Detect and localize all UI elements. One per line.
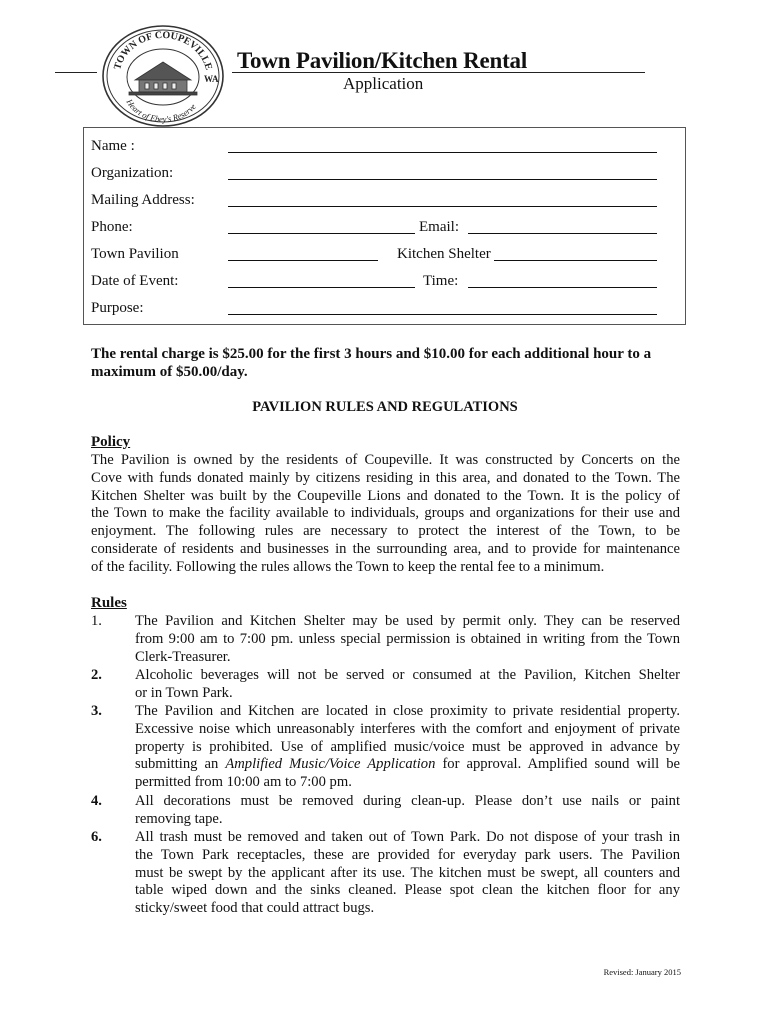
amplified-application-title: Amplified Music/Voice Application bbox=[225, 756, 436, 773]
rules-title: Rules bbox=[91, 595, 127, 611]
email-label: Email: bbox=[419, 219, 459, 235]
purpose-field[interactable] bbox=[228, 314, 657, 315]
rental-charge-note: The rental charge is $25.00 for the first 3 hours and $10.00 for each additional hour to a maximum of $50.00/day. bbox=[91, 346, 652, 380]
rule-3: The Pavilion and Kitchen are located in close proximity to private residential property. Excessive noise which unreasonably interferes with the comfort and enjoyment of private property is prohibited. Use of amplified music/voice must be approved in advance by submitting an Amplified Music/Voice Application for approval. Amplified sound will be permitted from 10:00 am to 7:00 pm. bbox=[135, 703, 680, 791]
kitchen-shelter-label: Kitchen Shelter bbox=[397, 246, 491, 262]
seal-building-icon bbox=[129, 62, 197, 95]
seal-bottom-text: Heart of Ebey's Reserve bbox=[124, 97, 198, 125]
application-form bbox=[83, 127, 686, 325]
rule-1-number: 1. bbox=[91, 613, 102, 629]
rules-heading: PAVILION RULES AND REGULATIONS bbox=[252, 399, 518, 415]
header-rule-left bbox=[55, 72, 97, 73]
organization-label: Organization: bbox=[91, 165, 174, 181]
mailing-address-field[interactable] bbox=[228, 206, 657, 207]
town-pavilion-field[interactable] bbox=[228, 260, 378, 261]
page-subtitle: Application bbox=[343, 74, 424, 93]
date-of-event-label: Date of Event: bbox=[91, 273, 179, 289]
policy-paragraph: The Pavilion is owned by the residents of Coupeville. It was constructed by Concerts on the Cove with funds donated mainly by citizens residing in this area, and donated to the Town. The Kitchen Shelter was built by the Coupeville Lions and donated to the Town. It is the policy of the Town to make the facility available to individuals, groups and organizations for their use and enjoyment. The following rules are necessary to protect the interest of the Town, to be considerate of residents and businesses in the surrounding area, and to provide for maintenance of the facility. Following the rules allows the Town to keep the rental fee to a minimum. bbox=[91, 452, 680, 575]
seal-state-text: WA bbox=[204, 74, 219, 84]
revised-date: Revised: January 2015 bbox=[603, 967, 681, 977]
time-label: Time: bbox=[423, 273, 459, 289]
name-label: Name : bbox=[91, 138, 135, 154]
time-field[interactable] bbox=[468, 287, 657, 288]
rule-6: All trash must be removed and taken out of Town Park. Do not dispose of your trash in the Town Park receptacles, these are provided for everyday park users. The Pavilion must be swept by the applicant after its use. The kitchen must be swept, all counters and table wiped down and the sinks cleaned. Please spot clean the kitchen floor for any sticky/sweet food that could attract bugs. bbox=[135, 829, 680, 917]
phone-field[interactable] bbox=[228, 233, 415, 234]
rule-3-number: 3. bbox=[91, 703, 102, 719]
rule-4-number: 4. bbox=[91, 793, 102, 809]
email-field[interactable] bbox=[468, 233, 657, 234]
town-seal bbox=[99, 22, 227, 128]
mailing-address-label: Mailing Address: bbox=[91, 192, 195, 208]
rule-2: Alcoholic beverages will not be served or consumed at the Pavilion, Kitchen Shelter or in Town Park. bbox=[135, 667, 680, 701]
kitchen-shelter-field[interactable] bbox=[494, 260, 657, 261]
date-of-event-field[interactable] bbox=[228, 287, 415, 288]
organization-field[interactable] bbox=[228, 179, 657, 180]
seal-top-text: TOWN OF COUPEVILLE bbox=[112, 29, 214, 72]
rule-1: The Pavilion and Kitchen Shelter may be used by permit only. They can be reserved from 9:00 am to 7:00 pm. unless special permission is obtained in writing from the Town Clerk-Treasurer. bbox=[135, 613, 680, 665]
purpose-label: Purpose: bbox=[91, 300, 144, 316]
name-field[interactable] bbox=[228, 152, 657, 153]
rule-6-number: 6. bbox=[91, 829, 102, 845]
rule-2-number: 2. bbox=[91, 667, 102, 683]
page-title: Town Pavilion/Kitchen Rental bbox=[237, 48, 528, 73]
phone-label: Phone: bbox=[91, 219, 133, 235]
policy-title: Policy bbox=[91, 434, 131, 450]
rule-4: All decorations must be removed during clean-up. Please don’t use nails or paint removing tape. bbox=[135, 793, 680, 827]
town-pavilion-label: Town Pavilion bbox=[91, 246, 179, 262]
